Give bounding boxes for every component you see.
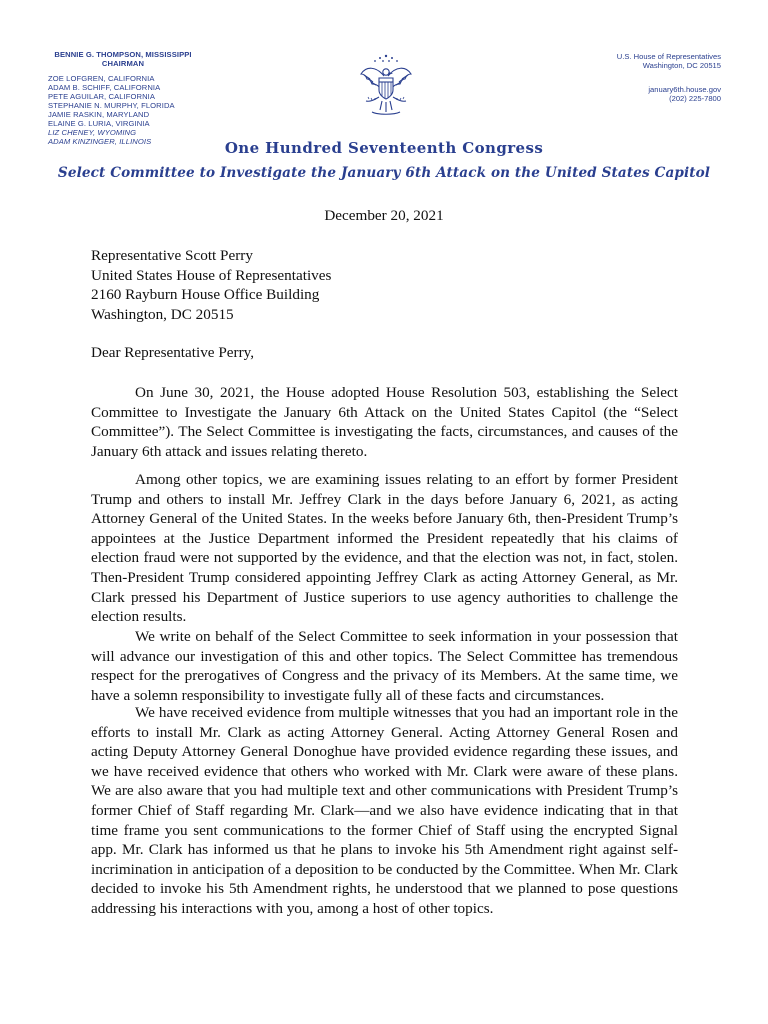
paragraph-text: We write on behalf of the Select Committee to seek information in your possession that will advance our investigation of this and other topics. The Select Committee has tremendous respect for the prerogatives of Congress and the privacy of its Members. At the same time, we have a solemn responsibility to investigate fully all of these facts and circumstances.: [91, 628, 678, 704]
member-name: ADAM KINZINGER, ILLINOIS: [48, 137, 152, 146]
body-paragraph: [91, 627, 678, 705]
member-name: ELAINE G. LURIA, VIRGINIA: [48, 119, 150, 128]
chairman-title: CHAIRMAN: [101, 59, 145, 68]
congress-title: One Hundred Seventeenth Congress: [224, 139, 544, 157]
address-line: Washington, DC 20515: [91, 305, 234, 323]
committee-contact: [521, 52, 721, 103]
paragraph-text: Among other topics, we are examining issues relating to an effort by former President Trump and others to install Mr. Jeffrey Clark in the days before January 6, 2021, as acting Attorney General of the United States. In the weeks before January 6th, then-President Trump’s appointees at the Justice Department informed the President repeatedly that his claims of election fraud were not supported by the evidence, and that the election was not, in fact, stolen. Then-President Trump considered appointing Jeffrey Clark as acting Attorney General, as Mr. Clark pressed his Department of Justice superiors to use agency authorities to challenge the election results.: [91, 471, 678, 626]
body-paragraph: [91, 383, 678, 461]
letter-date: December 20, 2021: [324, 207, 444, 224]
recipient-address: [91, 246, 678, 324]
paragraph-text: On June 30, 2021, the House adopted House Resolution 503, establishing the Select Committee to Investigate the January 6th Attack on the United States Capitol (the “Select Committee”). The Select Committee is investigating the facts, circumstances, and causes of the January 6th attack and issues relating thereto.: [91, 384, 678, 460]
address-line: 2160 Rayburn House Office Building: [91, 286, 320, 304]
committee-website: january6th.house.gov: [648, 85, 721, 94]
committee-roster: [48, 50, 248, 146]
address-line: Representative Scott Perry: [91, 247, 253, 264]
house-name: U.S. House of Representatives: [616, 52, 721, 61]
member-name: ADAM B. SCHIFF, CALIFORNIA: [48, 83, 161, 92]
body-paragraph: [91, 703, 678, 919]
member-name: PETE AGUILAR, CALIFORNIA: [48, 92, 156, 101]
member-name: JAMIE RASKIN, MARYLAND: [48, 110, 150, 119]
member-name: LIZ CHENEY, WYOMING: [48, 128, 137, 137]
salutation: Dear Representative Perry,: [91, 344, 255, 361]
chairman-name: BENNIE G. THOMPSON, MISSISSIPPI: [54, 50, 192, 59]
house-city: Washington, DC 20515: [642, 61, 721, 70]
paragraph-text: We have received evidence from multiple witnesses that you had an important role in the efforts to install Mr. Clark as acting Attorney General. Acting Attorney General Rosen and acting Deputy Attorney General Donoghue have provided evidence regarding these issues, and we have received evidence that others who worked with Mr. Clark were aware of these plans. We are also aware that you had multiple text and other communications with President Trump’s former Chief of Staff regarding Mr. Clark—and we also have evidence indicating that in that time frame you sent communications to the former Chief of Staff using the encrypted Signal app. Mr. Clark has informed us that he plans to invoke his 5th Amendment right against self-incrimination in anticipation of a deposition to be conducted by the Committee. When Mr. Clark decided to invoke his 5th Amendment rights, he understood that we planned to pose questions addressing his interactions with you, among a host of other topics.: [91, 704, 678, 917]
member-name: ZOE LOFGREN, CALIFORNIA: [48, 74, 155, 83]
member-name: STEPHANIE N. MURPHY, FLORIDA: [48, 101, 175, 110]
committee-phone: (202) 225-7800: [669, 94, 721, 103]
eagle-seal-icon: [358, 52, 414, 118]
address-line: United States House of Representatives: [91, 266, 332, 284]
committee-title: Select Committee to Investigate the January 6th Attack on the United States Capitol: [57, 165, 711, 181]
body-paragraph: [91, 470, 678, 627]
